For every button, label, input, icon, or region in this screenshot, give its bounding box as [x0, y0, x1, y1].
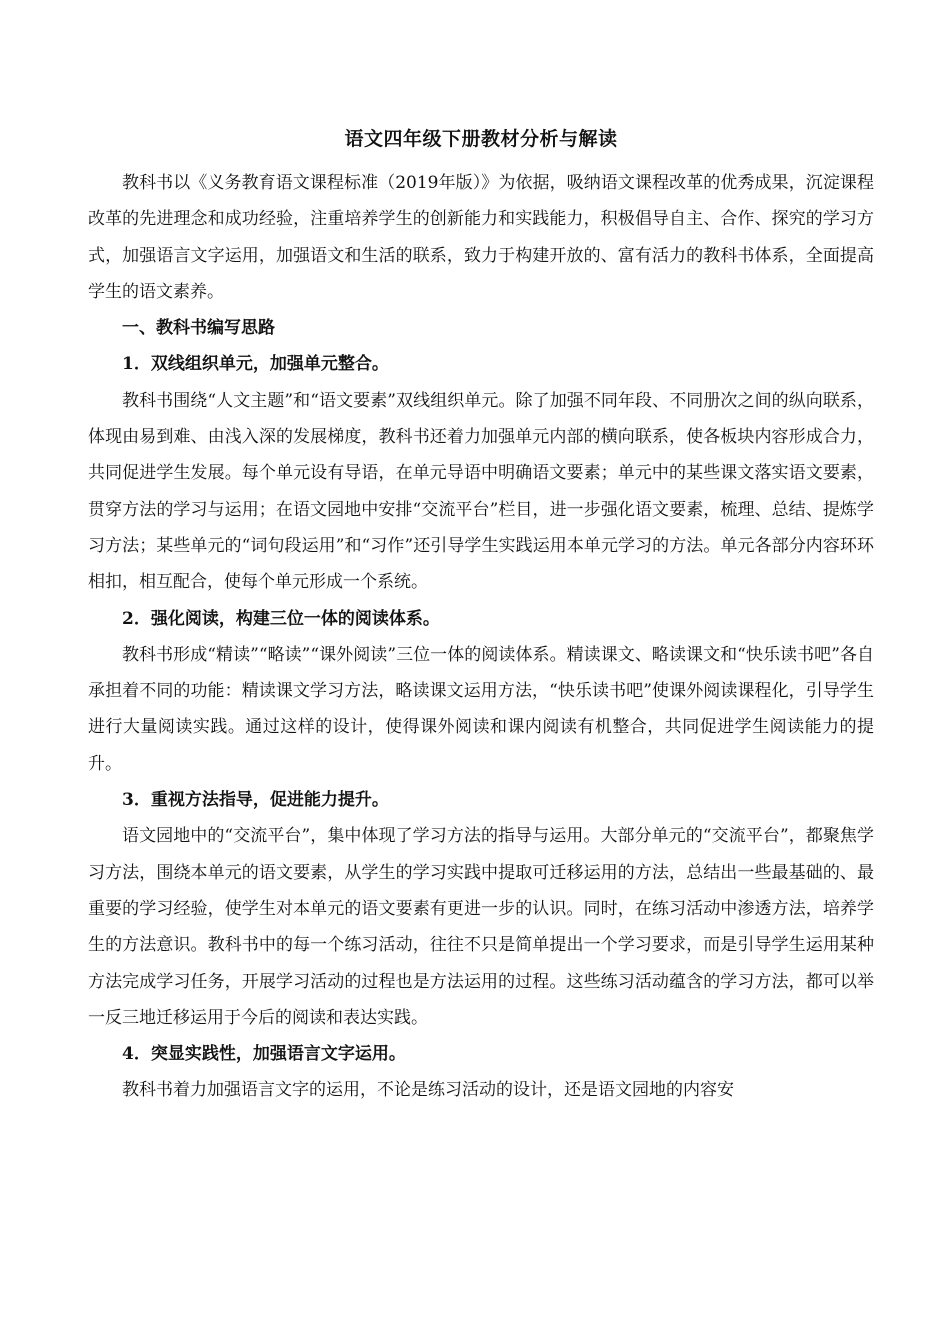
document-page: [88, 124, 874, 1109]
item-paragraph: 教科书围绕“人文主题”和“语文要素”双线组织单元。除了加强不同年段、不同册次之间的纵向联系，体现由易到难、由浅入深的发展梯度，教科书还着力加强单元内部的横向联系，使各板块内容形成合力，共同促进学生发展。每个单元设有导语，在单元导语中明确语文要素；单元中的某些课文落实语文要素，贯穿方法的学习与运用；在语文园地中安排“交流平台”栏目，进一步强化语文要素，梳理、总结、提炼学习方法；某些单元的“词句段运用”和“习作”还引导学生实践运用本单元学习的方法。单元各部分内容环环相扣，相互配合，使每个单元形成一个系统。: [88, 390, 874, 593]
item-heading: 3．重视方法指导，促进能力提升。: [122, 790, 389, 811]
item-paragraph: 语文园地中的“交流平台”，集中体现了学习方法的指导与运用。大部分单元的“交流平台”，都聚焦学习方法，围绕本单元的语文要素，从学生的学习实践中提取可迁移运用的方法，总结出一些最基础的、最重要的学习经验，使学生对本单元的语文要素有更进一步的认识。同时，在练习活动中渗透方法，培养学生的方法意识。教科书中的每一个练习活动，往往不只是简单提出一个学习要求，而是引导学生运用某种方法完成学习任务，开展学习活动的过程也是方法运用的过程。这些练习活动蕴含的学习方法，都可以举一反三地迁移运用于今后的阅读和表达实践。: [88, 826, 874, 1028]
item-paragraph: 教科书形成“精读”“略读”“课外阅读”三位一体的阅读体系。精读课文、略读课文和“快乐读书吧”各自承担着不同的功能：精读课文学习方法，略读课文运用方法，“快乐读书吧”使课外阅读课程化，引导学生进行大量阅读实践。通过这样的设计，使得课外阅读和课内阅读有机整合，共同促进学生阅读能力的提升。: [88, 644, 874, 774]
item-heading: 4．突显实践性，加强语言文字运用。: [122, 1044, 406, 1065]
section-heading: 一、教科书编写思路: [122, 318, 275, 339]
item-heading: 1．双线组织单元，加强单元整合。: [122, 354, 389, 375]
document-title: 语文四年级下册教材分析与解读: [344, 128, 618, 150]
item-heading: 2．强化阅读，构建三位一体的阅读体系。: [122, 608, 440, 629]
intro-paragraph: 教科书以《义务教育语文课程标准（2019年版）》为依据，吸纳语文课程改革的优秀成果，沉淀课程改革的先进理念和成功经验，注重培养学生的创新能力和实践能力，积极倡导自主、合作、探究的学习方式，加强语言文字运用，加强语文和生活的联系，致力于构建开放的、富有活力的教科书体系，全面提高学生的语文素养。: [88, 173, 874, 302]
item-paragraph: 教科书着力加强语言文字的运用，不论是练习活动的设计，还是语文园地的内容安: [122, 1080, 734, 1101]
